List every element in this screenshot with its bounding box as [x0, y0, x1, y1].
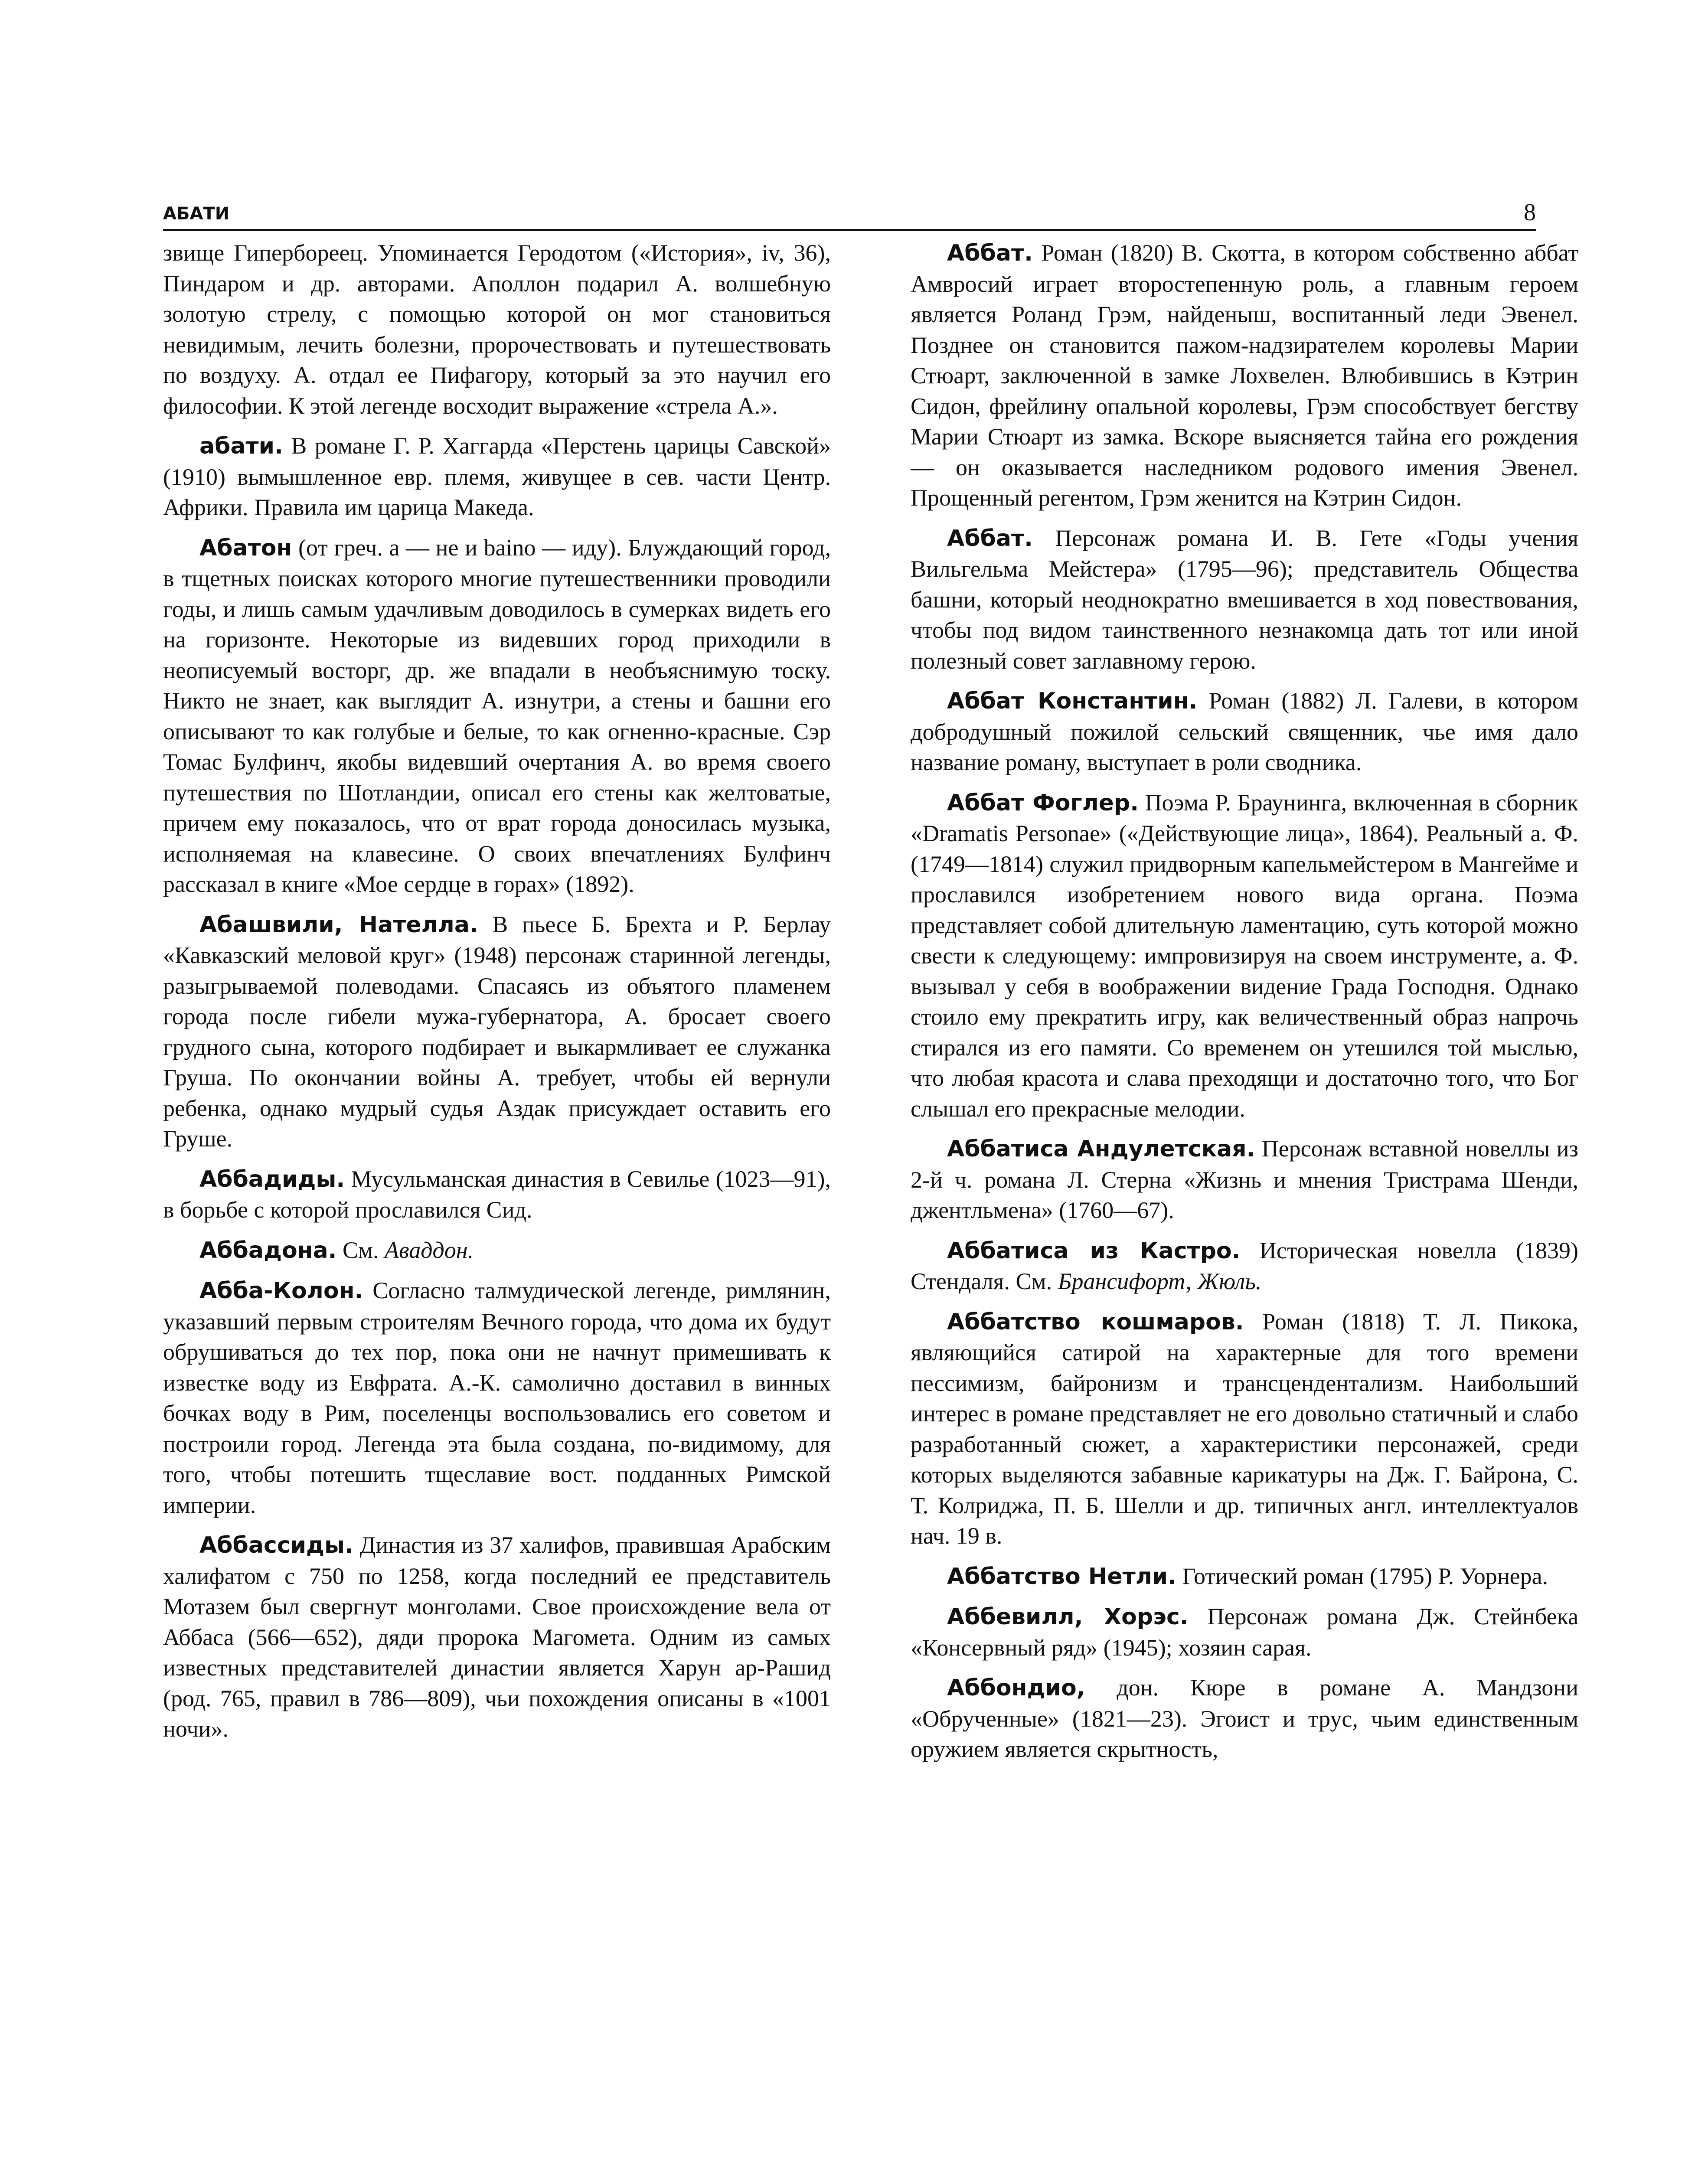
dictionary-entry — [163, 431, 831, 523]
entry-cross-reference: Аваддон. — [385, 1237, 474, 1263]
dictionary-entry — [911, 1235, 1578, 1297]
left-column — [163, 238, 831, 2168]
entry-text: Персонаж вставной новеллы из 2-й ч. романа Л. Стерна «Жизнь и мнения Тристрама Шенди, джентльмена» (1760—67). — [911, 1136, 1578, 1223]
entry-text: звище Гипербореец. Упоминается Геродотом («История», iv, 36), Пиндаром и др. авторами. Аполлон подарил А. волшебную золотую стрелу, с помощью которой он мог становиться невидимым, лечить болезни, пророчествовать и путешествовать по воздуху. А. отдал ее Пифагору, который за это научил его философии. К этой легенде восходит выражение «стрела А.». — [163, 240, 831, 419]
entry-text: См. — [342, 1237, 379, 1263]
entry-headword: Аббатство кошмаров. — [947, 1309, 1244, 1335]
entry-text: Персонаж романа И. В. Гете «Годы учения Вильгельма Мейстера» (1795—96); представитель Общества башни, который неоднократно вмешивается в ход повествования, чтобы под видом таинственного незнакомца дать тот или иной полезный совет заглавному герою. — [911, 525, 1578, 674]
entry-text: Персонаж романа Дж. Стейнбека «Консервный ряд» (1945); хозяин сарая. — [911, 1603, 1578, 1661]
dictionary-entry — [911, 1561, 1578, 1592]
entry-headword: Абатон — [199, 535, 292, 561]
entry-headword: Аббадона. — [199, 1237, 337, 1264]
entry-text: Роман (1820) В. Скотта, в котором собственно аббат Амвросий играет второстепенную роль, а главным героем является Роланд Грэм, найденыш, воспитанный леди Эвенел. Позднее он становится пажом-надзирателем королевы Марии Стюарт, заключенной в замке Лохвелен. Влюбившись в Кэтрин Сидон, фрейлину опальной королевы, Грэм способствует бегству Марии Стюарт из замка. Вскоре выясняется тайна его рождения — он оказывается наследником родового имения Эвенел. Прощенный регентом, Грэм женится на Кэтрин Сидон. — [911, 240, 1578, 511]
dictionary-entry — [911, 1133, 1578, 1226]
dictionary-entry — [911, 1601, 1578, 1663]
entry-headword: Аббондио, — [947, 1675, 1085, 1701]
entry-headword: Аббатство Нетли. — [947, 1563, 1176, 1590]
page-number: 8 — [1524, 199, 1536, 226]
dictionary-entry — [163, 1530, 831, 1744]
dictionary-entry — [163, 238, 831, 421]
entry-text: Согласно талмудической легенде, римлянин, указавший первым строителям Вечного города, что дома их будут обрушиваться до тех пор, пока они не начнут примешивать к известке воду из Евфрата. А.-К. самолично доставил в винных бочках воду в Рим, поселенцы воспользовались его советом и построили город. Легенда эта была создана, по-видимому, для того, чтобы потешить тщеславие вост. подданных Римской империи. — [163, 1277, 831, 1518]
entry-headword: абати. — [199, 433, 283, 459]
entry-cross-reference: Брансифорт, Жюль. — [1058, 1268, 1262, 1294]
running-head-word: АБАТИ — [163, 204, 230, 224]
entry-headword: Аббат Фоглер. — [947, 790, 1139, 816]
entry-headword: Аббат. — [947, 525, 1033, 552]
dictionary-entry — [911, 787, 1578, 1124]
dictionary-entry — [163, 1164, 831, 1225]
entry-text: В романе Г. Р. Хаггарда «Перстень царицы Савской» (1910) вымышленное евр. племя, живущее в сев. части Центр. Африки. Правила им царица Македа. — [163, 433, 831, 520]
entry-headword: Аббатиса из Кастро. — [947, 1237, 1241, 1264]
dictionary-entry — [163, 532, 831, 900]
entry-text: Роман (1818) Т. Л. Пикока, являющийся сатирой на характерные для того времени пессимизм, байронизм и трансцендентализм. Наибольший интерес в романе представляет не его довольно статичный и слабо разработанный сюжет, а характеристики персонажей, среди которых выделяются забавные карикатуры на Дж. Г. Байрона, С. Т. Колриджа, П. Б. Шелли и др. типичных англ. интеллектуалов нач. 19 в. — [911, 1308, 1578, 1549]
entry-headword: Аббевилл, Хорэс. — [947, 1604, 1189, 1630]
running-head — [163, 194, 1536, 231]
entry-headword: Аббат. — [947, 240, 1033, 266]
entry-text: (от греч. а — не и baino — иду). Блуждающий город, в тщетных поисках которого многие путешественники проводили годы, и лишь самым удачливым доводилось в сумерках видеть его на горизонте. Некоторые из видевших город приходили в неописуемый восторг, др. же впадали в необъяснимую тоску. Никто не знает, как выглядит А. изнутри, а стены и башни его описывают то как голубые и белые, то как огненно-красные. Сэр Томас Булфинч, якобы видевший очертания А. во время своего путешествия по Шотландии, описал его стены как желтоватые, причем ему показалось, что от врат города доносилась музыка, исполняемая на клавесине. О своих впечатлениях Булфинч рассказал в книге «Мое сердце в горах» (1892). — [163, 534, 831, 897]
entry-headword: Аббассиды. — [199, 1532, 353, 1558]
dictionary-entry — [911, 686, 1578, 778]
dictionary-entry — [163, 909, 831, 1154]
entry-text: Династия из 37 халифов, правившая Арабским халифатом с 750 по 1258, когда последний ее представитель Мотазем был свергнут монголами. Свое происхождение вела от Аббаса (566—652), дяди пророка Магомета. Одним из самых известных представителей династии является Харун ар-Рашид (род. 765, правил в 786—809), чьи похождения описаны в «1001 ночи». — [163, 1532, 831, 1742]
dictionary-entry — [163, 1275, 831, 1520]
dictionary-entry — [911, 1672, 1578, 1765]
entry-text: Поэма Р. Браунинга, включенная в сборник «Dramatis Personae» («Действующие лица», 1864). Реальный а. Ф. (1749—1814) служил придворным капельмейстером в Мангейме и прославился изобретением нового вида органа. Поэма представляет собой длительную ламентацию, суть которой можно свести к следующему: импровизируя на своем инструменте, а. Ф. вызывал у себя в воображении видение Града Господня. Однако стоило ему прекратить игру, как величественный образ напрочь стирался из его памяти. Со временем он утешился той мыслью, что любая красота и слава преходящи и достаточно того, что Бог слышал его прекрасные мелодии. — [911, 789, 1578, 1122]
right-column — [911, 238, 1578, 2168]
entry-text: Готический роман (1795) Р. Уорнера. — [1182, 1563, 1548, 1589]
dictionary-entry — [163, 1235, 831, 1266]
entry-text: дон. Кюре в романе А. Мандзони «Обрученные» (1821—23). Эгоист и трус, чьим единственным оружием является скрытность, — [911, 1675, 1578, 1762]
entry-text: Роман (1882) Л. Галеви, в котором добродушный пожилой сельский священник, чье имя дало название роману, выступает в роли сводника. — [911, 688, 1578, 775]
entry-headword: Аббадиды. — [199, 1166, 345, 1192]
dictionary-entry — [911, 523, 1578, 676]
entry-text: В пьесе Б. Брехта и Р. Берлау «Кавказский меловой круг» (1948) персонаж старинной легенды, разыгрываемой полеводами. Спасаясь из объятого пламенем города после гибели мужа-губернатора, А. бросает своего грудного сына, которого подбирает и выкармливает ее служанка Груша. По окончании войны А. требует, чтобы ей вернули ребенка, однако мудрый судья Аздак присуждает оставить его Груше. — [163, 911, 831, 1152]
entry-headword: Абба-Колон. — [199, 1278, 363, 1304]
dictionary-entry — [911, 238, 1578, 513]
dictionary-entry — [911, 1306, 1578, 1551]
entry-headword: Аббатиса Андулетская. — [947, 1136, 1255, 1162]
entry-text: Мусульманская династия в Севилье (1023—91), в борьбе с которой прославился Сид. — [163, 1166, 831, 1223]
entry-headword: Абашвили, Нателла. — [199, 911, 478, 938]
entry-headword: Аббат Константин. — [947, 688, 1198, 714]
entry-text: Историческая новелла (1839) Стендаля. См. — [911, 1237, 1578, 1294]
